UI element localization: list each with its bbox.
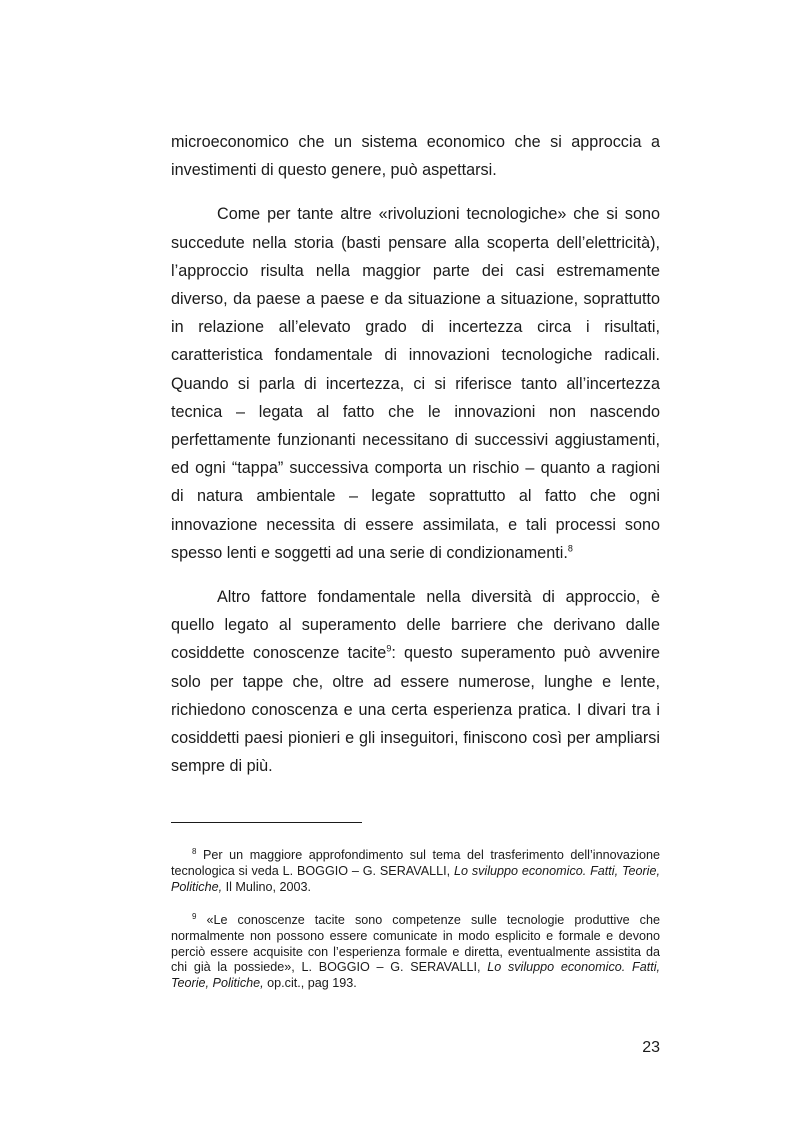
body-text <box>171 128 660 796</box>
footnote-title: Lo sviluppo economico. Fatti, Teorie, Politiche, <box>171 863 660 894</box>
footnote <box>171 848 660 896</box>
footnote-title: Lo sviluppo economico. Fatti, Teorie, Politiche, <box>171 960 660 991</box>
footnote-ref[interactable]: 9 <box>386 644 392 655</box>
page-number: 23 <box>642 1039 660 1056</box>
footnote-number: 8 <box>192 846 197 856</box>
footnote-text: Per un maggiore approfondimento sul tema del trasferimento dell’innovazione tecnologica si veda L. BOGGIO – G. SERAVALLI, <box>171 848 660 878</box>
footnote <box>171 913 660 993</box>
footnote-separator <box>171 822 362 823</box>
footnotes <box>171 848 660 1009</box>
paragraph <box>171 128 660 184</box>
footnote-text: «Le conoscenze tacite sono competenze sulle tecnologie produttive che normalmente non possono essere comunicate in modo esplicito e formale e devono perciò essere acquisite con l’esperienza formale e diretta, eventualmente assistita da chi già la possiede», L. BOGGIO – G. SERAVALLI, <box>171 912 660 975</box>
paragraph-text: Altro fattore fondamentale nella diversità di approccio, è quello legato al superamento delle barriere che derivano dalle cosiddette conoscenze tacite <box>171 588 660 663</box>
paragraph-text: : questo superamento può avvenire solo per tappe che, oltre ad essere numerose, lunghe e lente, richiedono conoscenza e una certa esperienza pratica. I divari tra i cosiddetti paesi pionieri e gli inseguitori, finiscono così per ampliarsi sempre di più. <box>171 644 660 776</box>
paragraph-text: Come per tante altre «rivoluzioni tecnologiche» che si sono succedute nella storia (basti pensare alla scoperta dell’elettricità), l’approccio risulta nella maggior parte dei casi estremamente diverso, da paese a paese e da situazione a situazione, soprattutto in relazione all’elevato grado di incertezza circa i risultati, caratteristica fondamentale di innovazioni tecnologiche radicali. Quando si parla di incertezza, ci si riferisce tanto all’incertezza tecnica – legata al fatto che le innovazioni non nascendo perfettamente funzionanti necessitano di successivi aggiustamenti, ed ogni “tappa” successiva comporta un rischio – quanto a ragioni di natura ambientale – legate soprattutto al fatto che ogni innovazione necessita di essere assimilata, e tali processi sono spesso lenti e soggetti ad una serie di condizionamenti. <box>171 205 660 562</box>
paragraph <box>171 583 660 780</box>
footnote-ref[interactable]: 8 <box>567 543 573 554</box>
footnote-text: Il Mulino, 2003. <box>222 879 312 894</box>
footnote-number: 9 <box>192 911 197 921</box>
paragraph <box>171 200 660 567</box>
paragraph-text: microeconomico che un sistema economico che si approccia a investimenti di questo genere, può aspettarsi. <box>171 133 660 180</box>
footnote-text: op.cit., pag 193. <box>263 976 357 991</box>
